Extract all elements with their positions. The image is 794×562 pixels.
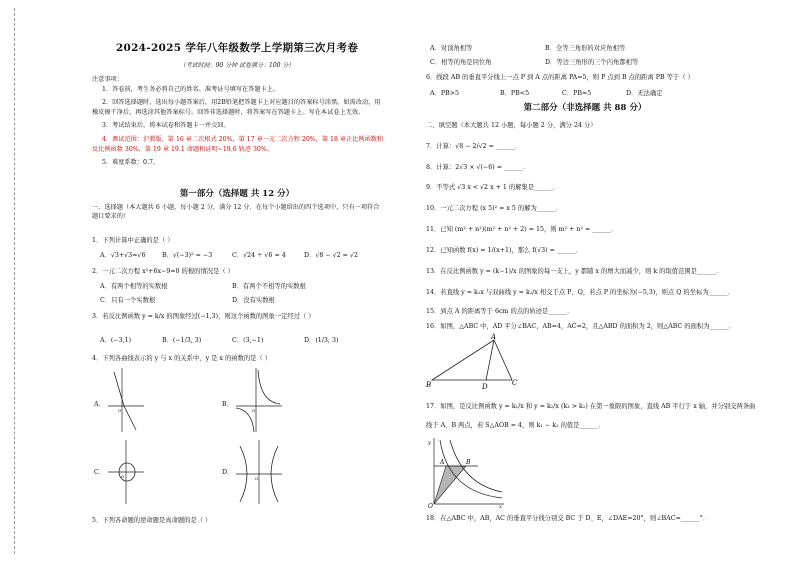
- q17-line1: 17．如图，是反比例函数 y = k₁/x 和 y = k₂/x (k₁ > k₂) 在第一象限的图象，直线 AB 平行于 x 轴，并分别交两条曲: [426, 403, 756, 410]
- q3-option-a: A．(−3,1): [100, 337, 132, 344]
- part1-title: 第一部分（选择题 共 12 分）: [179, 189, 295, 199]
- q1-option-a: A．√3+√3=√6: [100, 252, 146, 259]
- q13: 13．在反比例函数 y = (k−1)/x 的图象的每一支上，y 都随 x 的增大而减少，则 k 的取值范围是______．: [426, 268, 723, 275]
- q8: 8．计算：2√3 × √(−6) = ______．: [426, 164, 530, 171]
- fig16-label-b: B: [426, 381, 432, 389]
- q16-triangle-figure: [424, 332, 524, 390]
- note-item: 2．回答选择题时，选出每小题答案后，用2B铅笔把答题卡上对应题目的答案标号涂黑。如需改动，用橡皮擦干净后，再选涂其他答案标号。回答非选择题时，将答案写在答题卡上。写在本试卷上无效。: [92, 99, 381, 116]
- q3-option-b: B．(−1/3, 3): [162, 337, 202, 344]
- q3-stem: 3．若反比例函数 y = k/x 的图象经过(−1,3)，则这个函数的图象一定经过（ ）: [92, 313, 315, 320]
- exam-subtitle: （考试时间：90 分钟 试卷满分：100 分）: [179, 62, 295, 69]
- q9: 9．不等式 √3 x < √2 x + 1 的解集是______．: [426, 184, 560, 191]
- q1-stem: 1．下列计算中正确的是（ ）: [92, 237, 174, 244]
- notes-heading: 注意事项：: [92, 76, 123, 83]
- q2-option-c: C．只有一个实数根: [100, 297, 156, 304]
- q5-option-a: A．对顶角相等: [430, 45, 473, 52]
- fig17-axis-y: y: [428, 440, 431, 446]
- exam-title: 2024-2025 学年八年级数学上学期第三次月考卷: [115, 42, 359, 54]
- graph-b-origin: O: [252, 408, 256, 413]
- graph-a-origin: O: [118, 408, 122, 413]
- part1-intro: 一、选择题（本大题共 6 小题，每小题 2 分，满分 12 分．在每个小题给出的四个选项中，只有一项符合题目要求的）: [92, 204, 380, 221]
- q4-stem: 4．下列各曲线表示的 y 与 x 的关系中，y 是 x 的函数的是（ ）: [92, 355, 272, 362]
- binding-line: [14, 8, 15, 554]
- q15: 15．到点 A 的距离等于 6cm 的点的轨迹是______．: [426, 308, 574, 315]
- fig17-label-b: B: [466, 459, 471, 466]
- q6-stem: 6．线段 AB 的垂直平分线上一点 P 到 A 点的距离 PA=5，则 P 点到 B 点的距离 PB 等于（ ）: [426, 74, 694, 81]
- fig17-label-a: A: [440, 459, 445, 466]
- q6-option-c: C．PB=5: [562, 90, 592, 97]
- q5-option-d: D．等边三角形的三个内角都相等: [545, 59, 639, 66]
- q6-option-b: B．PB<5: [500, 90, 530, 97]
- graph-c-origin: O: [121, 474, 125, 479]
- q4-option-b-label: B．: [222, 401, 233, 408]
- q10: 10．一元二次方程 (x 5)² = x 5 的解为______．: [426, 205, 563, 212]
- note-item: 3．考试结束后，将本试卷和答题卡一并交回。: [102, 122, 230, 130]
- notes-block: [92, 75, 384, 172]
- q4-graph-d: [234, 438, 284, 506]
- q2-option-b: B．有两个不相等的实数根: [232, 283, 306, 290]
- q16: 16．如图，△ABC 中，AD 平分∠BAC，AB=4，AC=2，且△ABD 的面积为 2，则△ABC 的面积为______．: [426, 323, 735, 330]
- q14: 14．若直线 y = k₁x 与双曲线 y = k₂/x 相交于点 P、Q，若点 P 的坐标为(−5,3)，则点 Q 的坐标为______．: [426, 289, 734, 296]
- part2-intro: 二、填空题（本大题共 12 小题，每小题 2 分，满分 24 分）: [426, 122, 597, 129]
- q7: 7．计算：√8 − 2/√2 = ______．: [426, 143, 522, 150]
- graph-d-origin: O: [255, 476, 259, 481]
- q4-graph-b: [234, 366, 284, 434]
- q3-option-d: D．(1/3, 3): [304, 337, 339, 344]
- q6-option-d: D．无法确定: [626, 90, 663, 97]
- fig17-origin: O: [428, 503, 433, 508]
- note-item: 1．答卷前，考生务必将自己的姓名、准考证号填写在答题卡上。: [102, 85, 280, 93]
- q4-option-d-label: D．: [222, 469, 234, 476]
- q4-graph-c: [106, 438, 146, 506]
- q5-option-c: C．相等的角是同位角: [430, 59, 492, 66]
- note-item: 5．难度系数：0.7。: [102, 159, 160, 167]
- q11: 11．已知 (m² + n²)(m² + n² + 2) = 15，则 m² + n² = ______．: [426, 226, 618, 233]
- note-item-scope: 4．测试范围：沪教版。第 16 章二次根式 20%，第 17 章一元二次方程 20%，第 18 章正比例函数和反比例函数 30%，第 19 章 19.1 命题和证明~19.6 轨迹 30%。: [92, 136, 384, 153]
- fig16-label-a: A: [491, 333, 497, 341]
- q18: 18．在△ABC 中，AB，AC 的垂直平分线分别交 BC 于 D、E，∠DAE=20°，则∠BAC=______°．: [426, 515, 710, 522]
- q5-stem: 5．下列各命题的逆命题是真命题的是（ ）: [92, 517, 212, 524]
- q12: 12．已知函数 f(x) = 1/(x+1)，那么 f(√3) = ______．: [426, 247, 583, 254]
- fig16-label-c: C: [512, 379, 518, 387]
- q17-line2: 线于 A、B 两点，若 S△AOB = 4，则 k₁ − k₂ 的值是______．: [426, 422, 605, 429]
- fig17-axis-x: x: [499, 504, 502, 508]
- q17-hyperbola-figure: [426, 436, 506, 508]
- q2-option-a: A．有两个相等的实数根: [100, 283, 168, 290]
- q4-option-c-label: C．: [94, 469, 106, 476]
- q1-option-b: B．√(−3)² = −3: [162, 252, 213, 259]
- q2-stem: 2．一元二次方程 x²+6x−9=0 的根的情况是（ ）: [92, 268, 234, 275]
- q4-option-a-label: A．: [94, 401, 105, 408]
- fig16-label-d: D: [482, 383, 488, 390]
- q6-option-a: A．PB>5: [430, 90, 459, 97]
- part2-title: 第二部分（非选择题 共 88 分）: [523, 103, 647, 113]
- q1-option-d: D．√8 − √2 = √2: [304, 252, 358, 259]
- q3-option-c: C．(3,−1): [232, 337, 264, 344]
- q4-graph-a: [106, 366, 146, 434]
- q1-option-c: C．√24 ÷ √6 = 4: [232, 252, 286, 259]
- q2-option-d: D．没有实数根: [232, 297, 275, 304]
- q5-option-b: B．全等三角形的对应角相等: [545, 45, 626, 52]
